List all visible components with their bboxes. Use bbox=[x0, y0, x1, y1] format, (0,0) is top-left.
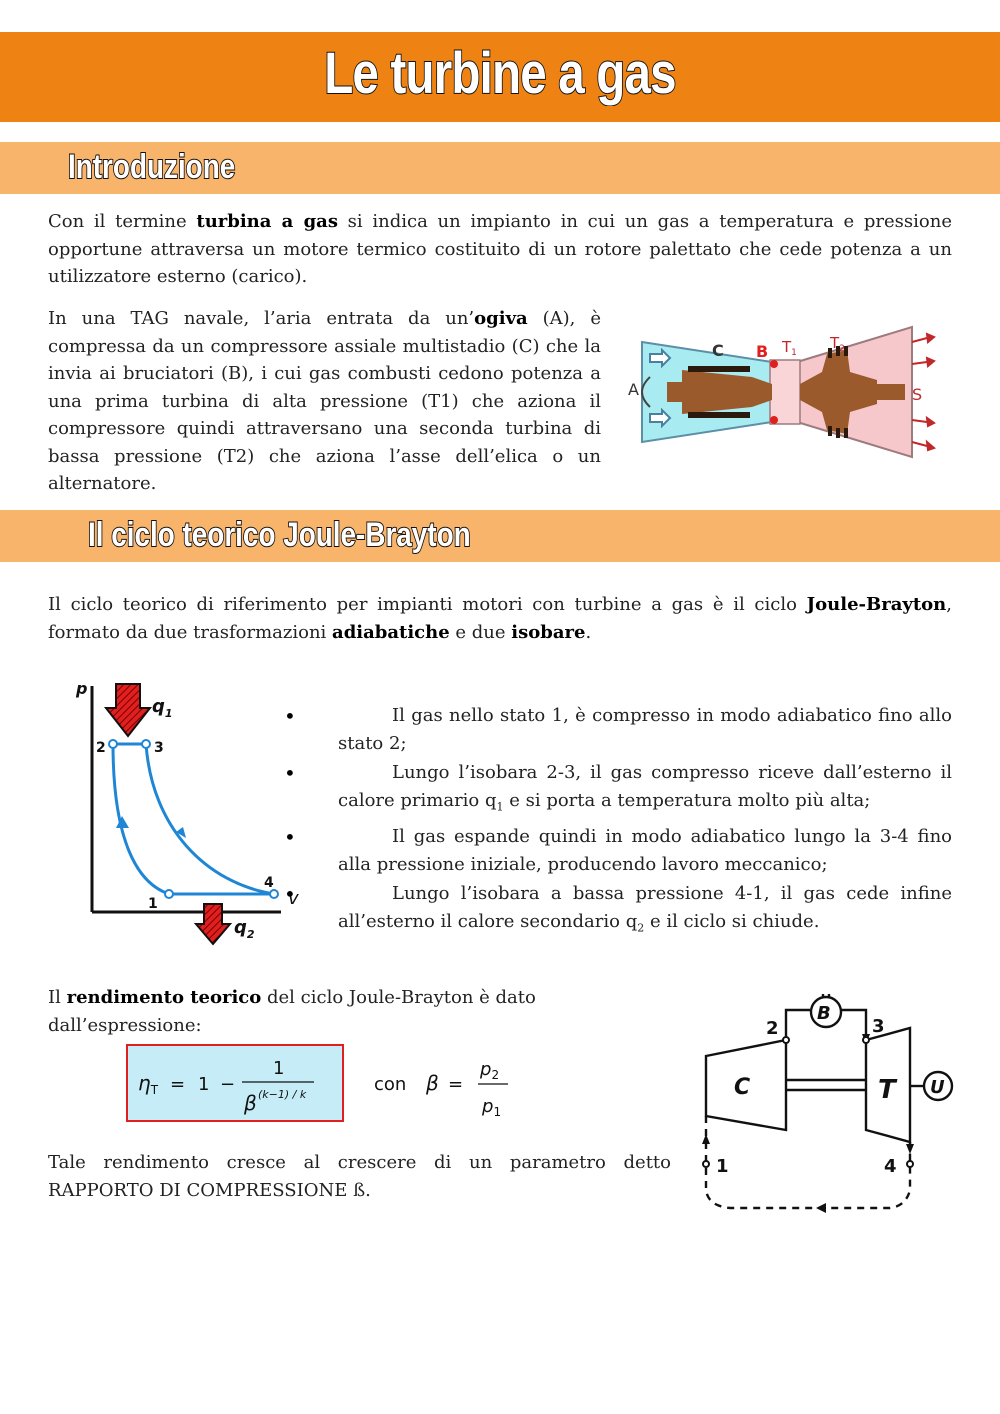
label-q2: $q_2$ bbox=[234, 917, 255, 941]
block-label-u: U bbox=[930, 1077, 945, 1098]
combustor bbox=[770, 360, 800, 424]
term-rendimento-teorico: rendimento teorico bbox=[66, 987, 262, 1008]
node-label-3: 3 bbox=[872, 1016, 885, 1037]
list-item: • Il gas nello stato 1, è compresso in modo adiabatico fino allo stato 2; bbox=[338, 702, 952, 758]
axis-label-v: v bbox=[288, 888, 299, 909]
node-label-2: 2 bbox=[766, 1018, 779, 1039]
svg-text:p2: $p_2$ bbox=[480, 1059, 500, 1082]
label-c: C bbox=[712, 341, 724, 360]
svg-text:=: = bbox=[448, 1074, 464, 1095]
block-label-c: C bbox=[734, 1075, 751, 1100]
section-banner-intro bbox=[0, 142, 1000, 194]
state-points bbox=[109, 740, 278, 898]
label-q1: $q_1$ bbox=[152, 696, 173, 720]
pv-diagram bbox=[66, 678, 316, 948]
compression-ratio-paragraph: Tale rendimento cresce al crescere di un parametro detto RAPPORTO DI COMPRESSIONE ß. bbox=[48, 1152, 671, 1201]
state-label-3: 3 bbox=[154, 740, 164, 756]
svg-text:β: β bbox=[244, 1091, 257, 1115]
output-shaft bbox=[877, 384, 905, 400]
gas-turbine-engine-diagram bbox=[622, 322, 942, 462]
q2-heat-arrow bbox=[196, 904, 230, 944]
svg-text:1: 1 bbox=[273, 1058, 285, 1079]
term-isobare: isobare bbox=[511, 621, 586, 643]
q1-heat-arrow bbox=[106, 684, 150, 736]
node-label-1: 1 bbox=[716, 1156, 729, 1177]
state-label-4: 4 bbox=[264, 875, 274, 891]
label-s: S bbox=[912, 385, 923, 404]
efficiency-intro: Il rendimento teorico del ciclo Joule-Brayton è dato dall’espressione: bbox=[48, 987, 536, 1036]
state-label-1: 1 bbox=[148, 896, 158, 912]
section-title-intro: Introduzione bbox=[68, 148, 236, 186]
svg-text:con: con bbox=[374, 1074, 407, 1095]
block-label-b: B bbox=[817, 1003, 831, 1024]
label-a: A bbox=[628, 380, 639, 399]
brayton-plant-schematic bbox=[690, 994, 970, 1224]
beta-definition bbox=[368, 1050, 528, 1124]
label-t2: $T_2$ bbox=[830, 334, 845, 354]
intro-paragraph-1: Con il termine turbina a gas si indica un impianto in cui un gas a temperatura e pressione opportune attraversa un motore termico costituito di un rotore palettato che cede potenza a un utilizzatore esterno (carico). bbox=[48, 211, 953, 287]
efficiency-formula bbox=[128, 1046, 342, 1120]
list-item: • Lungo l’isobara 2-3, il gas compresso riceve dall’esterno il calore primario $q_1$ e si porta a temperatura molto più alta; bbox=[338, 759, 952, 822]
svg-text:(k−1) / k: (k−1) / k bbox=[258, 1088, 307, 1101]
section-banner-cycle bbox=[0, 510, 1000, 562]
label-t1: $T_1$ bbox=[782, 338, 797, 358]
svg-text:=: = bbox=[170, 1074, 186, 1095]
term-ogiva: ogiva bbox=[474, 308, 528, 329]
term-adiabatiche: adiabatiche bbox=[332, 621, 450, 643]
block-label-t: T bbox=[878, 1075, 896, 1105]
main-title-banner bbox=[0, 32, 1000, 122]
axis-label-p: p bbox=[76, 679, 88, 698]
list-item: • Il gas espande quindi in modo adiabatico lungo la 3-4 fino alla pressione iniziale, producendo lavoro meccanico; bbox=[338, 823, 952, 879]
svg-text:−: − bbox=[220, 1074, 236, 1095]
page-title: Le turbine a gas bbox=[324, 41, 676, 106]
cycle-curves bbox=[113, 744, 274, 894]
svg-text:β: β bbox=[426, 1071, 439, 1095]
svg-text:ηT: $\eta_T$ bbox=[138, 1071, 159, 1097]
svg-text:1: 1 bbox=[198, 1074, 210, 1095]
term-joule-brayton: Joule-Brayton bbox=[806, 594, 947, 615]
efficiency-formula-box bbox=[126, 1044, 344, 1122]
svg-text:p1: $p_1$ bbox=[482, 1096, 502, 1119]
section-title-cycle: Il ciclo teorico Joule-Brayton bbox=[88, 516, 471, 554]
term-turbina-a-gas: turbina a gas bbox=[196, 211, 338, 232]
node-label-4: 4 bbox=[884, 1156, 897, 1177]
list-item: • Lungo l’isobara a bassa pressione 4-1, il gas cede infine all’esterno il calore secondario $q_2$ e il ciclo si chiude. bbox=[338, 880, 952, 943]
intro-paragraph-2: In una TAG navale, l’aria entrata da un’ogiva (A), è compressa da un compressore assiale multistadio (C) che la invia ai bruciatori (B), i cui gas combusti cedono potenza a una prima turbina di alta pressione (T1) che aziona il compressore quindi attraversano una seconda turbina di bassa pressione (T2) che aziona l’asse dell’elica o un alternatore. bbox=[48, 308, 601, 494]
cycle-steps-list bbox=[338, 702, 952, 943]
cycle-intro-paragraph: Il ciclo teorico di riferimento per impianti motori con turbine a gas è il ciclo Joule-Brayton, formato da due trasformazioni adiabatiche e due isobare. bbox=[48, 594, 952, 643]
state-label-2: 2 bbox=[96, 740, 106, 756]
label-b: B bbox=[756, 342, 769, 361]
